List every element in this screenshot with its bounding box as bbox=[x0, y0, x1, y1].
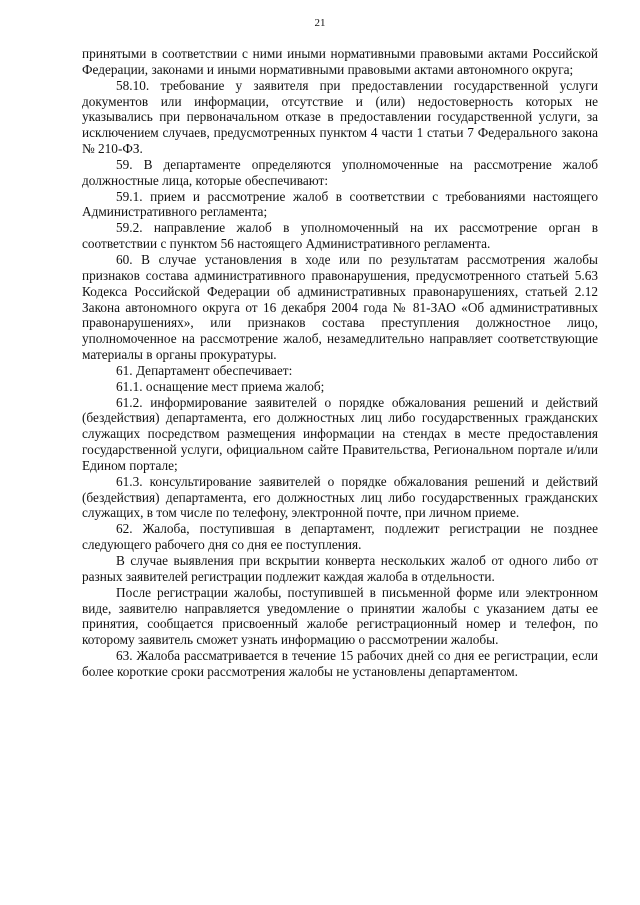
page-number: 21 bbox=[314, 17, 326, 29]
paragraph-61-1: 61.1. оснащение мест приема жалоб; bbox=[116, 378, 325, 394]
paragraph-63: 63. Жалоба рассматривается в течение 15 рабочих дней со дня ее регистрации, если более короткие сроки рассмотрения жалобы не установлены департаментом. bbox=[82, 648, 598, 679]
paragraph-61-2: 61.2. информирование заявителей о порядке обжалования решений и действий (бездействия) департамента, его должностных лиц либо государственных гражданских служащих посредством размещения информации на стендах в месте предоставления государственной услуги, официальном сайте Правительства, Региональном портале и/или Едином портале; bbox=[82, 394, 598, 473]
paragraph-continuation: принятыми в соответствии с ними иными нормативными правовыми актами Российской Федерации, законами и иными нормативными правовыми актами автономного округа; bbox=[82, 46, 598, 77]
paragraph-62-envelope: В случае выявления при вскрытии конверта нескольких жалоб от одного либо от разных заявителей регистрации подлежит каждая жалоба в отдельности. bbox=[82, 553, 598, 584]
paragraph-59-1: 59.1. прием и рассмотрение жалоб в соответствии с требованиями настоящего Административного регламента; bbox=[82, 188, 598, 220]
paragraph-61-3: 61.3. консультирование заявителей о порядке обжалования решений и действий (бездействия) департамента, его должностных лиц либо государственных гражданских служащих, в том числе по телефону, электронной почте, при личном приеме. bbox=[82, 473, 598, 521]
paragraph-62: 62. Жалоба, поступившая в департамент, подлежит регистрации не позднее следующего рабочего дня со дня ее поступления. bbox=[82, 521, 598, 553]
paragraph-58-10: 58.10. требование у заявителя при предоставлении государственной услуги документов или информации, отсутствие и (или) недостоверность которых не указывались при первоначальном отказе в предоставлении государственной услуги, за исключением случаев, предусмотренных пунктом 4 части 1 статьи 7 Федерального закона № 210-ФЗ. bbox=[82, 77, 598, 157]
paragraph-60: 60. В случае установления в ходе или по результатам рассмотрения жалобы признаков состава административного правонарушения, предусмотренного статьей 5.63 Кодекса Российской Федерации об административных правонарушениях, статьей 2.12 Закона автономного округа от 16 декабря 2004 года № 81-ЗАО «Об административных правонарушениях», или признаков состава преступления должностное лицо, уполномоченное на рассмотрение жалоб, незамедлительно направляет соответствующие материалы в органы прокуратуры. bbox=[82, 251, 598, 363]
paragraph-61: 61. Департамент обеспечивает: bbox=[116, 362, 293, 378]
document-body bbox=[82, 46, 598, 680]
paragraph-59: 59. В департаменте определяются уполномоченные на рассмотрение жалоб должностные лица, которые обеспечивают: bbox=[82, 156, 598, 188]
paragraph-59-2: 59.2. направление жалоб в уполномоченный на их рассмотрение орган в соответствии с пунктом 56 настоящего Административного регламента. bbox=[82, 220, 598, 252]
paragraph-62-notification: После регистрации жалобы, поступившей в письменной форме или электронном виде, заявителю направляется уведомление о принятии жалобы с указанием даты ее принятия, сообщается присвоенный жалобе регистрационный номер и телефон, по которому заявитель сможет узнать информацию о рассмотрении жалобы. bbox=[82, 584, 598, 648]
